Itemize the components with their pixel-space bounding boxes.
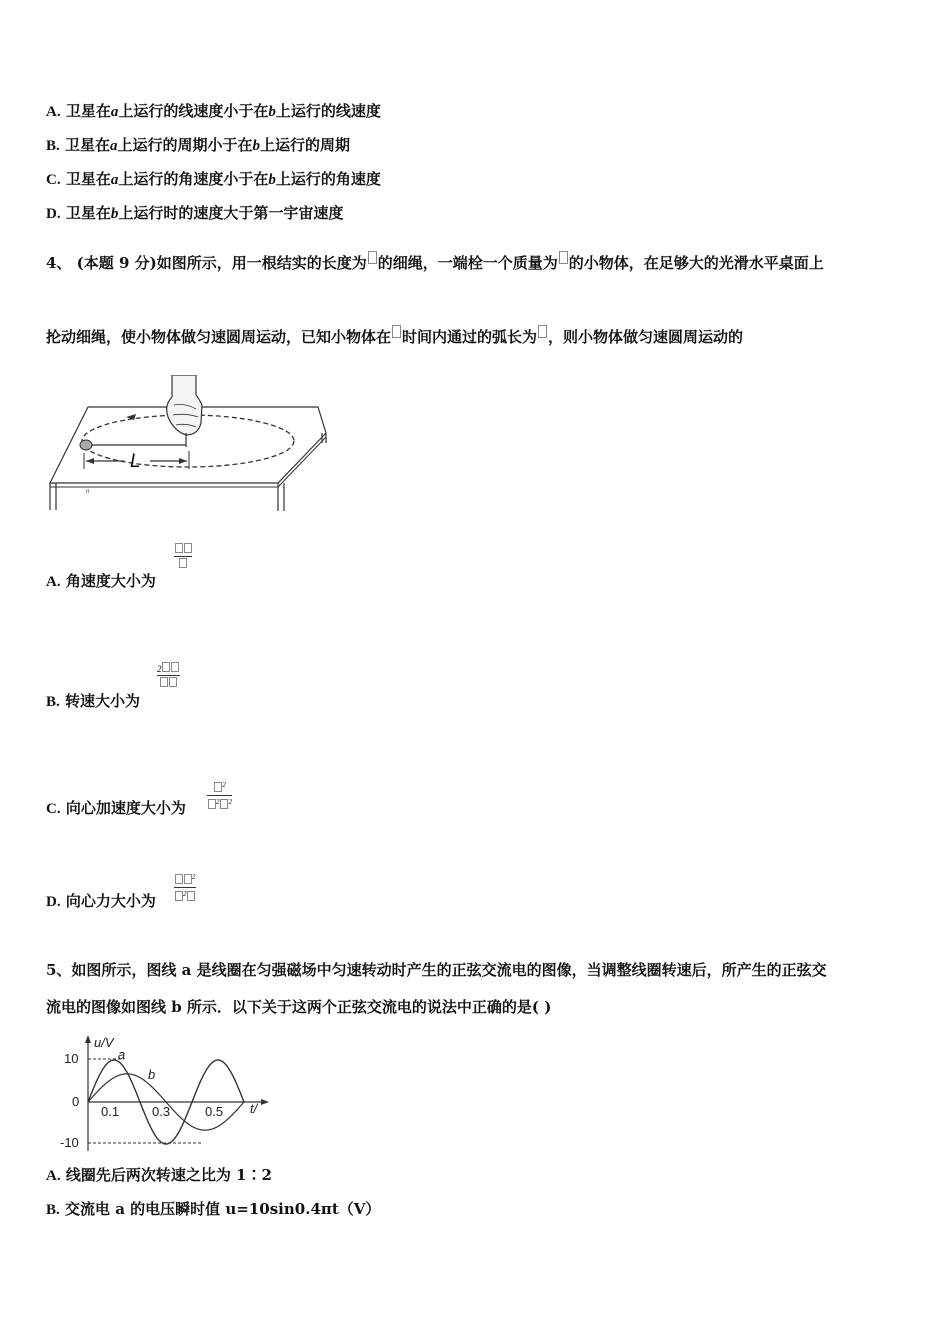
q3-option-c: C. 卫星在a上运行的角速度小于在b上运行的角速度 xyxy=(46,170,381,188)
q4-stem-line1: 4、 (本题 9 分)如图所示，用一根结实的长度为 的细绳，一端栓一个质量为 的小物体，在足够大的光滑水平桌面上 xyxy=(46,251,824,273)
length-label: L xyxy=(130,451,141,472)
formula-placeholder xyxy=(368,251,377,264)
table-edge xyxy=(278,437,326,487)
x-axis-label: t/ xyxy=(250,1101,258,1116)
figure-mark: ιι xyxy=(86,488,90,495)
y-tick-label: 10 xyxy=(64,1051,79,1066)
x-tick-label: 0.5 xyxy=(205,1104,224,1119)
y-tick-label: 0 xyxy=(72,1094,80,1109)
arrow-head xyxy=(86,458,94,464)
series-a-label: a xyxy=(118,1047,126,1062)
q4-option-d: D. 向心力大小为 xyxy=(46,892,156,910)
series-b-label: b xyxy=(148,1067,156,1082)
formula-a xyxy=(174,543,192,570)
arrow-head xyxy=(179,458,187,464)
formula-d: $^2$ $^2$ xyxy=(174,872,196,903)
q4-option-a: A. 角速度大小为 xyxy=(46,572,156,590)
formula-placeholder xyxy=(392,325,401,338)
y-axis-label: u/V xyxy=(94,1035,114,1050)
q5-voltage-chart xyxy=(52,1035,277,1153)
q5-option-b: B. 交流电 a 的电压瞬时值 u=10sin0.4πt（V） xyxy=(46,1200,381,1218)
formula-b: 2 xyxy=(157,662,180,689)
q4-option-b: B. 转速大小为 xyxy=(46,692,141,710)
q4-option-c: C. 向心加速度大小为 xyxy=(46,799,186,817)
q5-stem-line1: 5、如图所示，图线 a 是线圈在匀强磁场中匀速转动时产生的正弦交流电的图像，当调整线圈转速后，所产生的正弦交 xyxy=(46,961,827,979)
q3-option-a: A. 卫星在a上运行的线速度小于在b上运行的线速度 xyxy=(46,102,381,120)
q5-stem-line2: 流电的图像如图线 b 所示．以下关于这两个正弦交流电的说法中正确的是( ) xyxy=(46,998,552,1016)
q3-option-b: B. 卫星在a上运行的周期小于在b上运行的周期 xyxy=(46,136,351,154)
y-axis-arrow xyxy=(85,1035,91,1043)
x-tick-label: 0.1 xyxy=(101,1104,120,1119)
y-tick-label: -10 xyxy=(60,1135,79,1150)
q5-option-a: A. 线圈先后两次转速之比为 1∶2 xyxy=(46,1166,272,1184)
q4-table-figure xyxy=(46,375,331,515)
formula-c: $^2$ $^2$ $^2$ xyxy=(207,780,232,811)
small-object xyxy=(80,440,92,450)
x-axis-arrow xyxy=(261,1099,269,1105)
q3-option-d: D. 卫星在b上运行时的速度大于第一宇宙速度 xyxy=(46,204,344,222)
q4-stem-line2: 抡动细绳，使小物体做匀速圆周运动，已知小物体在 时间内通过的弧长为 ，则小物体做匀速圆周运动的 xyxy=(46,325,743,347)
x-tick-label: 0.3 xyxy=(152,1104,171,1119)
formula-placeholder xyxy=(538,325,547,338)
formula-placeholder xyxy=(559,251,568,264)
